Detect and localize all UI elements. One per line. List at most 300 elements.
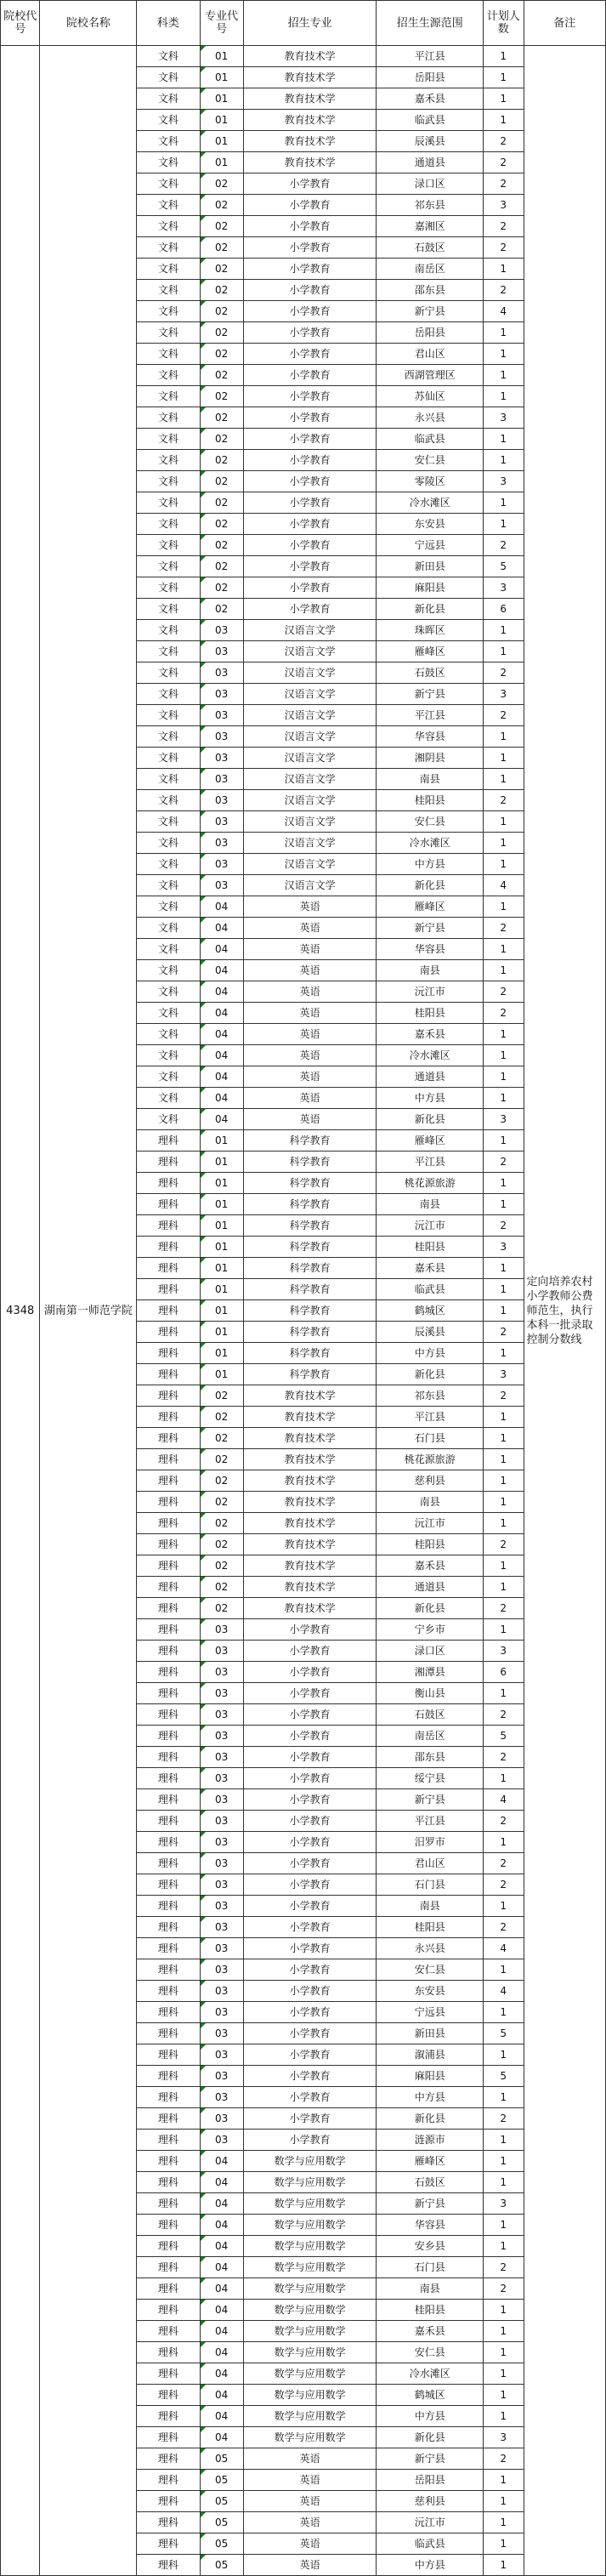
major-cell: 英语 [243, 896, 377, 918]
major-cell: 科学教育 [243, 1194, 377, 1215]
error-indicator-icon [201, 1534, 206, 1539]
category-cell: 理科 [137, 1959, 200, 1981]
error-indicator-icon [201, 833, 206, 838]
region-cell: 南县 [377, 769, 483, 790]
error-indicator-icon [201, 981, 206, 987]
category-cell: 文科 [137, 110, 200, 131]
error-indicator-icon [201, 1130, 206, 1135]
category-cell: 理科 [137, 1300, 200, 1322]
region-cell: 石鼓区 [377, 1704, 483, 1726]
region-cell: 君山区 [377, 1853, 483, 1874]
plan-cell: 1 [483, 492, 524, 514]
major-cell: 小学教育 [243, 1896, 377, 1917]
major-cell: 汉语言文学 [243, 684, 377, 705]
error-indicator-icon [201, 1045, 206, 1050]
category-cell: 文科 [137, 535, 200, 556]
plan-cell: 2 [483, 2108, 524, 2130]
major-cell: 小学教育 [243, 173, 377, 195]
region-cell: 宁乡市 [377, 1619, 483, 1641]
error-indicator-icon [201, 790, 206, 795]
region-cell: 平江县 [377, 705, 483, 726]
category-cell: 文科 [137, 748, 200, 769]
region-cell: 南县 [377, 1896, 483, 1917]
major-code-cell: 05 [200, 2533, 243, 2555]
category-cell: 文科 [137, 599, 200, 620]
major-cell: 数学与应用数学 [243, 2257, 377, 2278]
category-cell: 理科 [137, 1194, 200, 1215]
major-cell: 英语 [243, 1109, 377, 1130]
plan-cell: 2 [483, 2448, 524, 2470]
error-indicator-icon [201, 471, 206, 476]
region-cell: 中方县 [377, 2555, 483, 2576]
category-cell: 文科 [137, 88, 200, 110]
category-cell: 文科 [137, 556, 200, 577]
major-cell: 科学教育 [243, 1343, 377, 1364]
region-cell: 桂阳县 [377, 2300, 483, 2321]
major-cell: 小学教育 [243, 407, 377, 429]
category-cell: 理科 [137, 2385, 200, 2406]
major-cell: 科学教育 [243, 1279, 377, 1300]
plan-cell: 5 [483, 2023, 524, 2044]
plan-cell: 1 [483, 833, 524, 854]
category-cell: 理科 [137, 1853, 200, 1874]
category-cell: 理科 [137, 1152, 200, 1173]
major-code-cell: 03 [200, 769, 243, 790]
error-indicator-icon [201, 2470, 206, 2475]
plan-cell: 2 [483, 1385, 524, 1407]
region-cell: 沅江市 [377, 1513, 483, 1534]
major-cell: 教育技术学 [243, 131, 377, 152]
plan-cell: 2 [483, 1811, 524, 1832]
major-code-cell: 02 [200, 1555, 243, 1577]
error-indicator-icon [201, 429, 206, 434]
plan-cell: 1 [483, 2215, 524, 2236]
category-cell: 文科 [137, 407, 200, 429]
error-indicator-icon [201, 67, 206, 72]
major-code-cell: 02 [200, 429, 243, 450]
region-cell: 新宁县 [377, 2448, 483, 2470]
category-cell: 文科 [137, 322, 200, 344]
plan-cell: 1 [483, 1045, 524, 1066]
note-cell: 定向培养农村小学教师公费师范生，执行本科一批录取控制分数线 [524, 46, 605, 2576]
category-cell: 理科 [137, 2448, 200, 2470]
region-cell: 通道县 [377, 1066, 483, 1088]
category-cell: 文科 [137, 514, 200, 535]
region-cell: 新宁县 [377, 1789, 483, 1811]
category-cell: 理科 [137, 1683, 200, 1704]
plan-cell: 3 [483, 684, 524, 705]
plan-cell: 1 [483, 1896, 524, 1917]
category-cell: 文科 [137, 216, 200, 237]
major-cell: 小学教育 [243, 2130, 377, 2151]
error-indicator-icon [201, 1407, 206, 1412]
category-cell: 理科 [137, 1896, 200, 1917]
error-indicator-icon [201, 1492, 206, 1497]
error-indicator-icon [201, 2427, 206, 2432]
major-cell: 小学教育 [243, 429, 377, 450]
plan-cell: 3 [483, 1109, 524, 1130]
category-cell: 理科 [137, 1768, 200, 1789]
plan-cell: 1 [483, 365, 524, 386]
plan-cell: 1 [483, 110, 524, 131]
major-code-cell: 03 [200, 705, 243, 726]
major-code-cell: 03 [200, 1619, 243, 1641]
category-cell: 理科 [137, 1832, 200, 1853]
major-code-cell: 04 [200, 2427, 243, 2448]
region-cell: 通道县 [377, 152, 483, 173]
error-indicator-icon [201, 1385, 206, 1390]
major-cell: 英语 [243, 1066, 377, 1088]
error-indicator-icon [201, 2002, 206, 2007]
major-cell: 小学教育 [243, 1959, 377, 1981]
region-cell: 岳阳县 [377, 322, 483, 344]
error-indicator-icon [201, 1343, 206, 1348]
major-code-cell: 01 [200, 1215, 243, 1237]
category-cell: 理科 [137, 1237, 200, 1258]
major-code-cell: 04 [200, 939, 243, 960]
plan-cell: 5 [483, 1726, 524, 1747]
region-cell: 平江县 [377, 1152, 483, 1173]
major-cell: 科学教育 [243, 1152, 377, 1173]
major-code-cell: 03 [200, 1726, 243, 1747]
major-cell: 英语 [243, 2491, 377, 2512]
error-indicator-icon [201, 1981, 206, 1986]
category-cell: 文科 [137, 67, 200, 88]
plan-cell: 1 [483, 2321, 524, 2342]
region-cell: 渌口区 [377, 1641, 483, 1662]
error-indicator-icon [201, 1641, 206, 1646]
region-cell: 辰溪县 [377, 1322, 483, 1343]
table-row [1, 46, 606, 67]
region-cell: 嘉禾县 [377, 1024, 483, 1045]
plan-cell: 1 [483, 811, 524, 833]
major-cell: 小学教育 [243, 344, 377, 365]
region-cell: 慈利县 [377, 2491, 483, 2512]
region-cell: 新田县 [377, 556, 483, 577]
plan-cell: 4 [483, 301, 524, 322]
plan-cell: 1 [483, 896, 524, 918]
major-code-cell: 04 [200, 1088, 243, 1109]
region-cell: 雁峰区 [377, 1130, 483, 1152]
major-cell: 英语 [243, 981, 377, 1003]
error-indicator-icon [201, 1938, 206, 1943]
plan-cell: 4 [483, 875, 524, 896]
error-indicator-icon [201, 1364, 206, 1369]
error-indicator-icon [201, 2385, 206, 2390]
category-cell: 理科 [137, 1874, 200, 1896]
major-cell: 小学教育 [243, 577, 377, 599]
error-indicator-icon [201, 726, 206, 731]
major-code-cell: 03 [200, 1917, 243, 1938]
error-indicator-icon [201, 1449, 206, 1454]
region-cell: 石鼓区 [377, 2172, 483, 2193]
category-cell: 文科 [137, 1088, 200, 1109]
region-cell: 中方县 [377, 2087, 483, 2108]
major-cell: 小学教育 [243, 1811, 377, 1832]
category-cell: 理科 [137, 2491, 200, 2512]
error-indicator-icon [201, 1896, 206, 1901]
region-cell: 中方县 [377, 2406, 483, 2427]
region-cell: 沅江市 [377, 981, 483, 1003]
major-code-cell: 03 [200, 1683, 243, 1704]
error-indicator-icon [201, 2555, 206, 2560]
error-indicator-icon [201, 1768, 206, 1773]
major-code-cell: 01 [200, 1173, 243, 1194]
major-cell: 英语 [243, 939, 377, 960]
plan-cell: 1 [483, 88, 524, 110]
category-cell: 理科 [137, 2236, 200, 2257]
major-cell: 小学教育 [243, 2023, 377, 2044]
error-indicator-icon [201, 1428, 206, 1433]
major-cell: 小学教育 [243, 322, 377, 344]
major-cell: 汉语言文学 [243, 641, 377, 662]
major-cell: 小学教育 [243, 1917, 377, 1938]
major-code-cell: 03 [200, 1662, 243, 1683]
major-cell: 英语 [243, 1088, 377, 1109]
error-indicator-icon [201, 2215, 206, 2220]
major-cell: 小学教育 [243, 2087, 377, 2108]
region-cell: 雁峰区 [377, 2151, 483, 2172]
error-indicator-icon [201, 2491, 206, 2496]
major-cell: 教育技术学 [243, 110, 377, 131]
plan-cell: 3 [483, 1237, 524, 1258]
major-cell: 英语 [243, 918, 377, 939]
region-cell: 南县 [377, 960, 483, 981]
major-cell: 科学教育 [243, 1258, 377, 1279]
error-indicator-icon [201, 514, 206, 519]
major-cell: 英语 [243, 1045, 377, 1066]
region-cell: 桃花源旅游 [377, 1449, 483, 1470]
region-cell: 新化县 [377, 2427, 483, 2448]
category-cell: 理科 [137, 2108, 200, 2130]
region-cell: 桂阳县 [377, 1917, 483, 1938]
plan-cell: 3 [483, 1364, 524, 1385]
major-code-cell: 04 [200, 2342, 243, 2363]
region-cell: 石门县 [377, 2257, 483, 2278]
region-cell: 湘阴县 [377, 748, 483, 769]
major-code-cell: 02 [200, 344, 243, 365]
region-cell: 嘉禾县 [377, 2321, 483, 2342]
plan-cell: 2 [483, 535, 524, 556]
error-indicator-icon [201, 662, 206, 668]
major-cell: 小学教育 [243, 1874, 377, 1896]
region-cell: 华容县 [377, 726, 483, 748]
major-cell: 英语 [243, 2512, 377, 2533]
major-code-cell: 03 [200, 1938, 243, 1959]
major-cell: 教育技术学 [243, 1534, 377, 1555]
category-cell: 文科 [137, 811, 200, 833]
plan-cell: 1 [483, 2300, 524, 2321]
major-cell: 教育技术学 [243, 88, 377, 110]
category-cell: 理科 [137, 1343, 200, 1364]
major-code-cell: 02 [200, 556, 243, 577]
region-cell: 珠晖区 [377, 620, 483, 641]
region-cell: 平江县 [377, 46, 483, 67]
major-code-cell: 02 [200, 1407, 243, 1428]
category-cell: 理科 [137, 1279, 200, 1300]
plan-cell: 1 [483, 1024, 524, 1045]
error-indicator-icon [201, 259, 206, 264]
region-cell: 雁峰区 [377, 641, 483, 662]
major-code-cell: 04 [200, 981, 243, 1003]
region-cell: 渌口区 [377, 173, 483, 195]
header-major: 招生专业 [243, 1, 377, 46]
category-cell: 文科 [137, 195, 200, 216]
category-cell: 理科 [137, 1215, 200, 1237]
plan-cell: 1 [483, 1768, 524, 1789]
error-indicator-icon [201, 854, 206, 859]
category-cell: 理科 [137, 1598, 200, 1619]
error-indicator-icon [201, 131, 206, 136]
plan-cell: 1 [483, 1173, 524, 1194]
major-code-cell: 03 [200, 2002, 243, 2023]
major-cell: 小学教育 [243, 1832, 377, 1853]
plan-cell: 1 [483, 2151, 524, 2172]
region-cell: 华容县 [377, 2215, 483, 2236]
region-cell: 邵东县 [377, 280, 483, 301]
major-cell: 数学与应用数学 [243, 2427, 377, 2448]
plan-cell: 1 [483, 1449, 524, 1470]
category-cell: 文科 [137, 429, 200, 450]
plan-cell: 1 [483, 1555, 524, 1577]
major-code-cell: 01 [200, 1300, 243, 1322]
category-cell: 理科 [137, 1726, 200, 1747]
error-indicator-icon [201, 811, 206, 816]
major-code-cell: 04 [200, 918, 243, 939]
category-cell: 理科 [137, 1534, 200, 1555]
major-code-cell: 03 [200, 875, 243, 896]
major-code-cell: 01 [200, 110, 243, 131]
plan-cell: 3 [483, 2193, 524, 2215]
major-code-cell: 03 [200, 2087, 243, 2108]
major-code-cell: 02 [200, 492, 243, 514]
major-cell: 科学教育 [243, 1300, 377, 1322]
major-code-cell: 05 [200, 2491, 243, 2512]
error-indicator-icon [201, 1194, 206, 1199]
major-cell: 数学与应用数学 [243, 2406, 377, 2427]
error-indicator-icon [201, 2321, 206, 2326]
major-code-cell: 04 [200, 2321, 243, 2342]
category-cell: 理科 [137, 1470, 200, 1492]
error-indicator-icon [201, 960, 206, 965]
header-category: 科类 [137, 1, 200, 46]
category-cell: 理科 [137, 2363, 200, 2385]
category-cell: 文科 [137, 662, 200, 684]
region-cell: 绥宁县 [377, 1768, 483, 1789]
category-cell: 文科 [137, 1109, 200, 1130]
error-indicator-icon [201, 1152, 206, 1157]
major-code-cell: 04 [200, 2193, 243, 2215]
major-code-cell: 02 [200, 535, 243, 556]
category-cell: 文科 [137, 684, 200, 705]
major-cell: 汉语言文学 [243, 875, 377, 896]
major-cell: 科学教育 [243, 1130, 377, 1152]
plan-cell: 1 [483, 344, 524, 365]
major-code-cell: 03 [200, 1704, 243, 1726]
error-indicator-icon [201, 152, 206, 157]
error-indicator-icon [201, 1598, 206, 1603]
plan-cell: 1 [483, 1619, 524, 1641]
plan-cell: 1 [483, 1279, 524, 1300]
major-code-cell: 02 [200, 301, 243, 322]
region-cell: 通道县 [377, 1577, 483, 1598]
error-indicator-icon [201, 1300, 206, 1305]
major-cell: 小学教育 [243, 301, 377, 322]
plan-cell: 3 [483, 471, 524, 492]
major-code-cell: 03 [200, 748, 243, 769]
major-cell: 小学教育 [243, 280, 377, 301]
category-cell: 理科 [137, 2342, 200, 2363]
major-code-cell: 04 [200, 2151, 243, 2172]
category-cell: 理科 [137, 2044, 200, 2066]
major-cell: 小学教育 [243, 365, 377, 386]
category-cell: 理科 [137, 1130, 200, 1152]
major-cell: 数学与应用数学 [243, 2172, 377, 2193]
major-code-cell: 02 [200, 599, 243, 620]
category-cell: 理科 [137, 1513, 200, 1534]
major-cell: 小学教育 [243, 2044, 377, 2066]
major-code-cell: 03 [200, 2130, 243, 2151]
major-code-cell: 05 [200, 2512, 243, 2533]
major-cell: 小学教育 [243, 1789, 377, 1811]
major-cell: 小学教育 [243, 1619, 377, 1641]
category-cell: 理科 [137, 1385, 200, 1407]
major-cell: 数学与应用数学 [243, 2193, 377, 2215]
major-code-cell: 02 [200, 1598, 243, 1619]
major-code-cell: 05 [200, 2448, 243, 2470]
major-cell: 小学教育 [243, 259, 377, 280]
major-code-cell: 01 [200, 1258, 243, 1279]
error-indicator-icon [201, 556, 206, 561]
region-cell: 涟源市 [377, 2130, 483, 2151]
category-cell: 理科 [137, 1662, 200, 1683]
region-cell: 嘉禾县 [377, 1555, 483, 1577]
error-indicator-icon [201, 322, 206, 327]
region-cell: 中方县 [377, 1343, 483, 1364]
plan-cell: 1 [483, 514, 524, 535]
region-cell: 平江县 [377, 1407, 483, 1428]
header-major-code: 专业代号 [200, 1, 243, 46]
major-cell: 小学教育 [243, 1981, 377, 2002]
major-code-cell: 03 [200, 1832, 243, 1853]
category-cell: 理科 [137, 2172, 200, 2193]
plan-cell: 3 [483, 195, 524, 216]
error-indicator-icon [201, 2406, 206, 2411]
major-cell: 教育技术学 [243, 1449, 377, 1470]
plan-cell: 3 [483, 407, 524, 429]
plan-cell: 4 [483, 1789, 524, 1811]
major-cell: 小学教育 [243, 1704, 377, 1726]
major-cell: 数学与应用数学 [243, 2342, 377, 2363]
plan-cell: 2 [483, 1704, 524, 1726]
major-code-cell: 04 [200, 2257, 243, 2278]
plan-cell: 1 [483, 620, 524, 641]
category-cell: 文科 [137, 386, 200, 407]
region-cell: 新田县 [377, 2023, 483, 2044]
category-cell: 文科 [137, 46, 200, 67]
error-indicator-icon [201, 2087, 206, 2092]
region-cell: 南岳区 [377, 259, 483, 280]
error-indicator-icon [201, 2363, 206, 2368]
major-code-cell: 02 [200, 1470, 243, 1492]
region-cell: 安仁县 [377, 2342, 483, 2363]
region-cell: 新宁县 [377, 918, 483, 939]
major-cell: 小学教育 [243, 216, 377, 237]
plan-cell: 2 [483, 1853, 524, 1874]
plan-cell: 2 [483, 1152, 524, 1173]
error-indicator-icon [201, 1832, 206, 1837]
error-indicator-icon [201, 918, 206, 923]
